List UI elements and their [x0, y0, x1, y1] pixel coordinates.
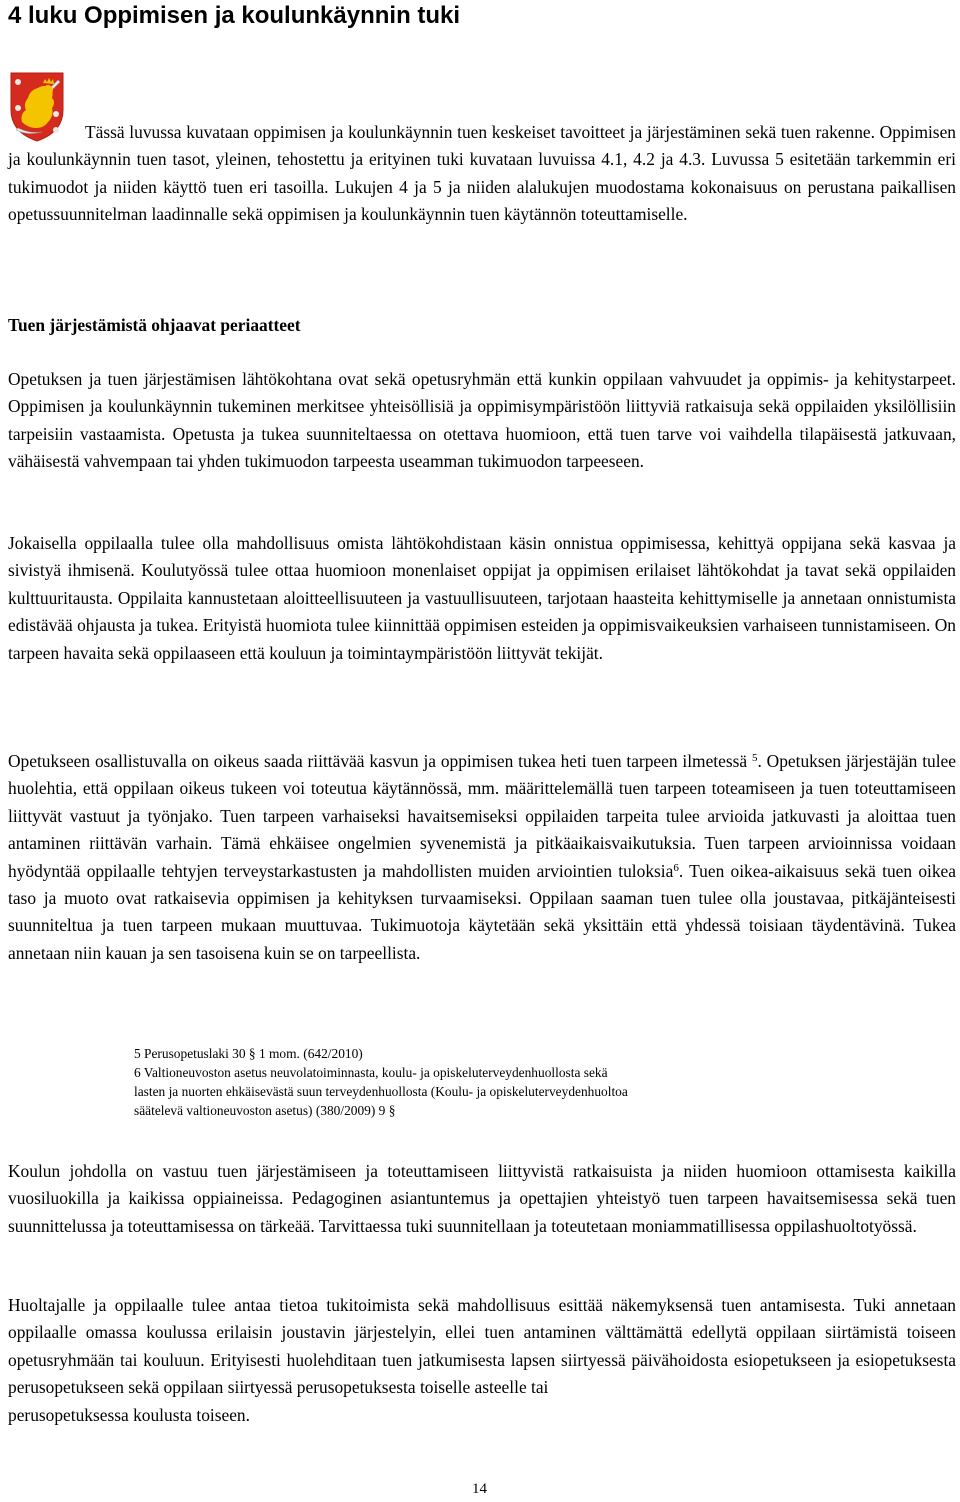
intro-paragraph — [8, 119, 956, 229]
paragraph-3-part-a: Opetukseen osallistuvalla on oikeus saada riittävää kasvun ja oppimisen tukea heti tuen tarpeen ilmetessä — [8, 751, 752, 771]
paragraph-5-part-b: perusopetuksessa koulusta toiseen. — [8, 1404, 250, 1425]
footnote-ref-6: 6 — [673, 861, 679, 874]
section-heading: Tuen järjestämistä ohjaavat periaatteet — [8, 315, 301, 335]
footnote-6-line-3: säätelevä valtioneuvoston asetus) (380/2009) 9 § — [134, 1103, 396, 1118]
paragraph-3-part-b: . Opetuksen järjestäjän tulee huolehtia, että oppilaan oikeus tukeen voi toteutua käytännössä, mm. määrittelemällä tuen tarpeen toteamiseen ja tuen toteuttamiseen liittyvät vastuut ja työnjako. Tuen tarpeen varhaiseksi havaitsemiseksi oppilaiden tarpeita tulee arvioida jatkuvasti ja aloittaa tuen antaminen riittävän varhain. Tämä ehkäisee ongelmien syvenemistä ja pitkäaikaisvaikutuksia. Tuen tarpeen arvioinnissa voidaan hyödyntää oppilaalle tehtyjen terveystarkastusten ja mahdollisten muiden arviointien tuloksia — [8, 751, 956, 881]
page-number: 14 — [472, 1481, 487, 1497]
paragraph-3 — [8, 748, 956, 967]
chapter-title: 4 luku Oppimisen ja koulunkäynnin tuki — [8, 2, 461, 29]
footnote-ref-5: 5 — [751, 752, 758, 764]
footnotes — [134, 1044, 834, 1120]
footnote-5: 5 Perusopetuslaki 30 § 1 mom. (642/2010) — [134, 1046, 363, 1061]
paragraph-2: Jokaisella oppilaalla tulee olla mahdollisuus omista lähtökohdistaan käsin onnistua oppimisessa, kehittyä oppijana sekä kasvaa ja sivistyä ihmisenä. Koulutyössä tulee ottaa huomioon monenlaiset oppijat ja oppimisen erilaiset lähtökohdat ja tavat sekä oppilaiden kulttuuritausta. Oppilaita kannustetaan aloitteellisuuteen ja vastuullisuuteen, tarjotaan haasteita kehittymiselle ja annetaan onnistumista edistävää ohjausta ja tukea. Erityistä huomiota tulee kiinnittää oppimisen esteiden ja oppimisvaikeuksien varhaiseen tunnistamiseen. On tarpeen havaita sekä oppilaaseen että kouluun ja toimintaympäristöön liittyvät tekijät. — [8, 533, 956, 663]
paragraph-5-part-a: Huoltajalle ja oppilaalle tulee antaa tietoa tukitoimista sekä mahdollisuus esittää näkemyksensä tuen antamisesta. Tuki annetaan oppilaalle omassa koulussa erilaisin joustavin järjestelyin, ellei tuen antaminen välttämättä edellytä oppilaan siirtämistä toiseen opetusryhmään tai kouluun. Erityisesti huolehditaan tuen jatkumisesta lapsen siirtyessä päivähoidosta esiopetukseen ja esiopetuksesta perusopetukseen sekä oppilaan siirtyessä perusopetuksesta toiselle asteelle tai — [8, 1295, 956, 1398]
footnote-6-line-1: 6 Valtioneuvoston asetus neuvolatoiminnasta, koulu- ja opiskeluterveydenhuollosta sekä — [134, 1065, 608, 1080]
paragraph-1: Opetuksen ja tuen järjestämisen lähtökohtana ovat sekä opetusryhmän että kunkin oppilaan vahvuudet ja oppimis- ja kehitystarpeet. Oppimisen ja koulunkäynnin tukeminen merkitsee yhteisöllisiä ja oppimisympäristöön liittyviä ratkaisuja sekä oppilaiden yksilöllisiin tarpeisiin vastaamista. Opetusta ja tukea suunniteltaessa on otettava huomioon, että tuen tarve voi vaihdella tilapäisestä jatkuvaan, vähäisestä vahvempaan tai yhden tukimuodon tarpeesta useamman tukimuodon tarpeeseen. — [8, 369, 956, 472]
footnote-6-line-2: lasten ja nuorten ehkäisevästä suun terveydenhuollosta (Koulu- ja opiskeluterveydenhuoltoa — [134, 1084, 628, 1099]
paragraph-3-part-c: . Tuen oikea-aikaisuus sekä tuen oikea taso ja muoto ovat ratkaisevia oppimisen ja kehityksen turvaamiseksi. Oppilaan saaman tuen tulee olla joustavaa, pitkäjänteisesti suunniteltua ja tuen tarpeen mukaan muuttuvaa. Tukimuotoja käytetään sekä yksittäin että yhdessä toisiaan täydentävinä. Tukea annetaan niin kauan ja sen tasoisena kuin se on tarpeellista. — [8, 860, 956, 963]
intro-text: Tässä luvussa kuvataan oppimisen ja koulunkäynnin tuen keskeiset tavoitteet ja järjestäminen sekä tuen rakenne. Oppimisen ja koulunkäynnin tuen tasot, yleinen, tehostettu ja erityinen tuki kuvataan luvuissa 4.1, 4.2 ja 4.3. Luvussa 5 esitetään tarkemmin eri tukimuodot ja niiden käyttö tuen eri tasoilla. Lukujen 4 ja 5 ja niiden alalukujen muodostama kokonaisuus on perustana paikallisen opetussuunnitelman laadinnalle sekä oppimisen ja koulunkäynnin tuen käytännön toteuttamiselle. — [8, 122, 956, 225]
paragraph-5 — [8, 1292, 956, 1429]
paragraph-4: Koulun johdolla on vastuu tuen järjestämiseen ja toteuttamiseen liittyvistä ratkaisuista ja niiden huomioon ottamisesta kaikilla vuosiluokilla ja kaikissa oppiaineissa. Pedagoginen asiantuntemus ja opettajien yhteistyö tuen tarpeen havaitsemisessa sekä tuen suunnittelussa ja toteuttamisessa on tärkeää. Tarvittaessa tuki suunnitellaan ja toteutetaan moniammatillisessa oppilashuoltotyössä. — [8, 1161, 956, 1236]
